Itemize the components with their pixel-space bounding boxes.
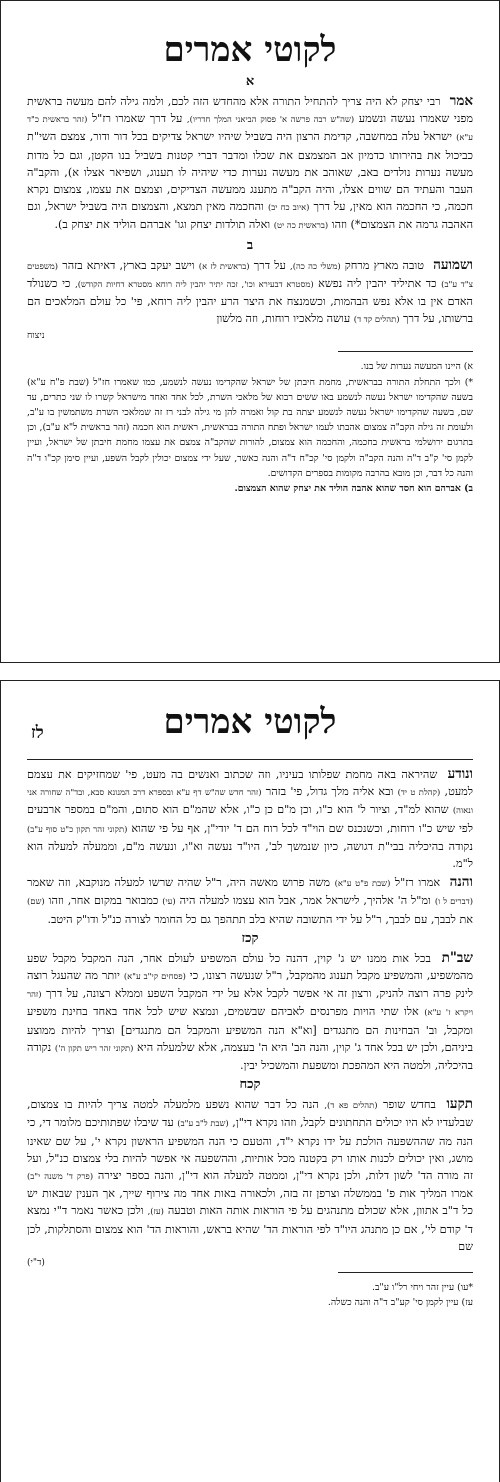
page-1-title: לקוטי אמרים [163,30,337,70]
page-number: לז [31,723,44,743]
page-2-title: לקוטי אמרים [163,702,337,742]
paragraph-shabbat: שב"ת בכל אות ממנו יש ג' קוין, דהנה כל עולם המשפיע לעולם אחר, הנה המקבל מקבל שפע מהמשפיע, והמשפיע מקבל תענוג מהמקבל, ר"ל שנעשה רצונו, כי (פסחים קי"ב ע"א) יותר מה שהעגל רוצה לינק פרה רוצה להניק, ורצון זה אי אפשר לקבל אלא על ידי המקבל השפע וממלא רצונה, על דרך (זהר ויקרא ז' ע"א) אלו שתי הויות מפרנסים לאביהם שבשמים, ונמצא שיש לכל אחד באחד בחינת משפיע ומקבל, וב' הבחינות הם מתנגדים [וא"א הנה המשפיע והמקבל הם מתנגדים] וצריך להיות ממוצע ביניהם, ולכן יש בכל אחד ג' קוין, והנה הב' היא ה' בעצמה, אלא שלמעלה היא (תקוני זהר ריש תקון ה') נקודה בהיכליה, ולמטה היא המהפכת ומשפעת והמשכיל יבין. [27,949,474,1073]
footnotes [27,359,473,496]
paragraph-aleph-lead-word: אמר [449,93,474,109]
footnote-divider [338,1272,473,1273]
footnote-aleph: א) היינו המעשה נערות של בנו. [360,361,473,373]
paragraph-tiku: תקעו בחדש שופר (תהלים פא ד), הנה כל דבר שהוא נשפע מלמעלה למטה צריך להיות בו צמצום, שבלעדיו לא היו יכולים התחתונים לקבל, וזהו נקרא די"ן, (שבת ל"ב ע"ב) עד שיבלו שפתותיכם מלומר די, כי הנה מה שההשפעה הולכת על ידו נקרא י"ד, והטעם כי הנה המשפיע הראשון נקרא י', על שם שאינו מושג, ואין יכולים לכנות אותו רק בקטנה מכל אותיות, וההשפעה אי אפשר להיות בלי צמצום כנ"ל, ועל זה מורה הד' לשון דלות, ולכן נקרא די"ן, וממטה למעלה הוא די"ן, והנה בספר יצירה (פרק ד' משנה י"ב) אמרו המליך אות פ' בממשלה וצרפן זה בזה, ולכאורה באות אחד מה צירוף שייך, אך הענין שבאות יש כל ד"ב אתוון, אלא שכולם מתנהגים על פי הוראות אותה האות וטבעה (עז), ולכן כאשר נאמר ד"י נמצא ד' קודם לי', אם כן מתנהג היו"ד לפי הוראות הד' שהיא בראש, והוראות הד' הוא צמצום והסתלקות, לכן שם [27,1096,474,1253]
footnote-divider [338,351,473,352]
paragraph-noda: ונודע שהיראה באה מחמת שפלותו בעיניו, וזה שכתוב ואנשים בה מעט, פי' שמחזיקים את עצמם למעט, (קהלת ט יד) ובא אליה מלך גדול, פי' בזהר (זהר חדש שה"ש דף ע"א ובספרא דרב המנונא סבא, ובד"ה שחורה אני ונאוה) שהוא למ"ד, וציור ל' הוא כ"ו, וכן מ"ם כן כ"ו, אלא שהמ"ם הוא סתום, והמ"ם במספר ארבעים לפי שיש כ"ו רוחות, וכשנכנס שם הוי"ד לכל רוח הם ד' יודי"ן, אף על פי שהוא (תקוני זהר תקון כ"ט סוף ע"ב) נקודה בהיכליה בבי"ת דגושה, כיון שנמשך לב', היו"ד נעשה וא"ו, ונעשה מ"ם, וממעלה למעלה הוא ל"מ. [27,766,474,871]
continuation-word: ניצוח [27,331,45,342]
paragraph-bet-lead-word: ושמועה [433,256,474,273]
page-1 [0,0,500,663]
section-bet-heading: ב [246,237,254,253]
footnote-77: עז) עיין לקמן סי' קע"ב ד"ה והנה כשלה. [327,1297,473,1309]
page-gap [0,663,500,680]
section-aleph-heading: א [245,74,255,89]
footnotes [27,1280,473,1310]
paragraph-bet: ושמועה טובה מארץ מרחק (משלי כה כה), על דרך (בראשית לז א) וישב יעקב בארץ, דאיתא בזהר (משפטים צ"ד ע"ב) כד אתיליד יהבין ליה נפשא (מסטרא דבעירא וכו', זכה יתיר יהבין ליה רוחא מסטרא דחיות הקודש), כי כשנולד האדם אין בו אלא נפש הבהמות, וכשמנצח את היצר הרע יהבין ליה רוחא, פי' כל עולם המלאכים הם ברשותו, על דרך (תהלים קד ד) עושה מלאכיו רוחות, וזה מלשון [27,256,474,326]
paragraph-vehine: והנה אמרו רז"ל (שבת פ"ט ע"א) משה פרוש מאשה היה, ר"ל שהיה שרשו למעלה מנוקבא, וזה שאמר (דברים ל ו) ומ"ל ה' אלהיך, לישראל אמר, אבל הוא עצמו למעלה היה (עי) כמבואר במקום אחר, וזהו (שם) את לבבך, עם לבבך, ר"ל על ידי התשובה שהיא בלב תתהפך גם כל החומר לצורה כנ"ל ודו"ק היטב. [27,874,473,926]
header-rule [27,759,473,760]
section-127-heading: קכז [241,930,259,946]
footnote-bet: ב) אברהם הוא חסד שהוא אהבה הוליד את יצחק שהוא הצמצום. [234,483,473,495]
footnote-star: *) ולכך התחלת התורה בבראשית, מחמת חיבתן של ישראל שהקדימו נעשה לנשמע, כמו שאמרו חז"ל (שבת פ"ח ע"א) בשעה שהקדימו ישראל נעשה לנשמע באו ששים רבוא של מלאכי השרת, לכל אחד ואחד מישראל קשרו לו שני כתרים, עד שם, בשעה שהקדימו ישראל נעשה לנשמע יצתה בת קול ואמרה להן מי גילה לבני רז זה שמלאכי השרת משתמשין בו ע"ב, ולעומת זה גילה הקב"ה צמצום אהבתו לעמו ישראל ופתח התורה בבראשית, ראשית הוא חכמה (זהר בראשית ל"א ע"ב), וכן בתרגום ירושלמי בראשית בחכמה, והחכמה הוא צמצום, להורות שהקב"ה צמצם את עצמו מחמת חיבתן של ישראל, ועיין לקמן סי' ק"ב ד"ה והנה הקב"ה ולקמן סי' קכ"ח ד"ה והנה כאשר, שעל ידי צמצום יכולין לקבל השפע, ועיין סימן קכ"ו ד"ה והנה כל דבר, וכן מובא בהרבה מקומות בספרים הקדושים. [27,376,473,479]
footnote-76: *עו) עיין זהר ויחי רל"ו ע"ב. [371,1282,473,1294]
page-2-header [27,701,473,759]
section-128-heading: קכח [239,1077,261,1093]
page-2 [0,680,500,1482]
paragraph-aleph: אמר רבי יצחק לא היה צריך להתחיל התורה אלא מהחדש הזה לכם, ולמה גילה להם מעשה בראשית מפני שאמרו נעשה ונשמע (שה"ש רבה פרשה א' פסוק הביאני המלך חדריו), על דרך שאמרו רז"ל (זהר בראשית כ"ד ע"א) ישראל עלה במחשבה, קדימת הרצון היה בשביל שיהיו ישראל צדיקים בכל דור ודור, צמצם השי"ת כביכול את בהירותו כדמיון אב המצמצם את שכלו ומדבר דברי קטנות בשביל בנו הקטן, וגם כל מדות מעשה נערות נולדים באב, שאוהב את מעשה נערות כדי שיהיה לו תענוג, ושפיאר אצלו א), והקב"ה העבר והעתיד הם שווים אצלו, והיה הקב"ה מתענג ממעשה הצדיקים, וצמצם את עצמו, צמצום נקרא חכמה, כי החכמה הוא מאין, על דרך (איוב כח יב) והחכמה מאין תמצא, והצמצום היה בשביל ישראל, וגם האהבה גרמה את הצמצום*) וזהו (בראשית כה יט) ואלה תולדות יצחק וגו' אברהם הוליד את יצחק ב). [27,93,474,232]
continuation-word: (ד"י) [27,1258,45,1269]
